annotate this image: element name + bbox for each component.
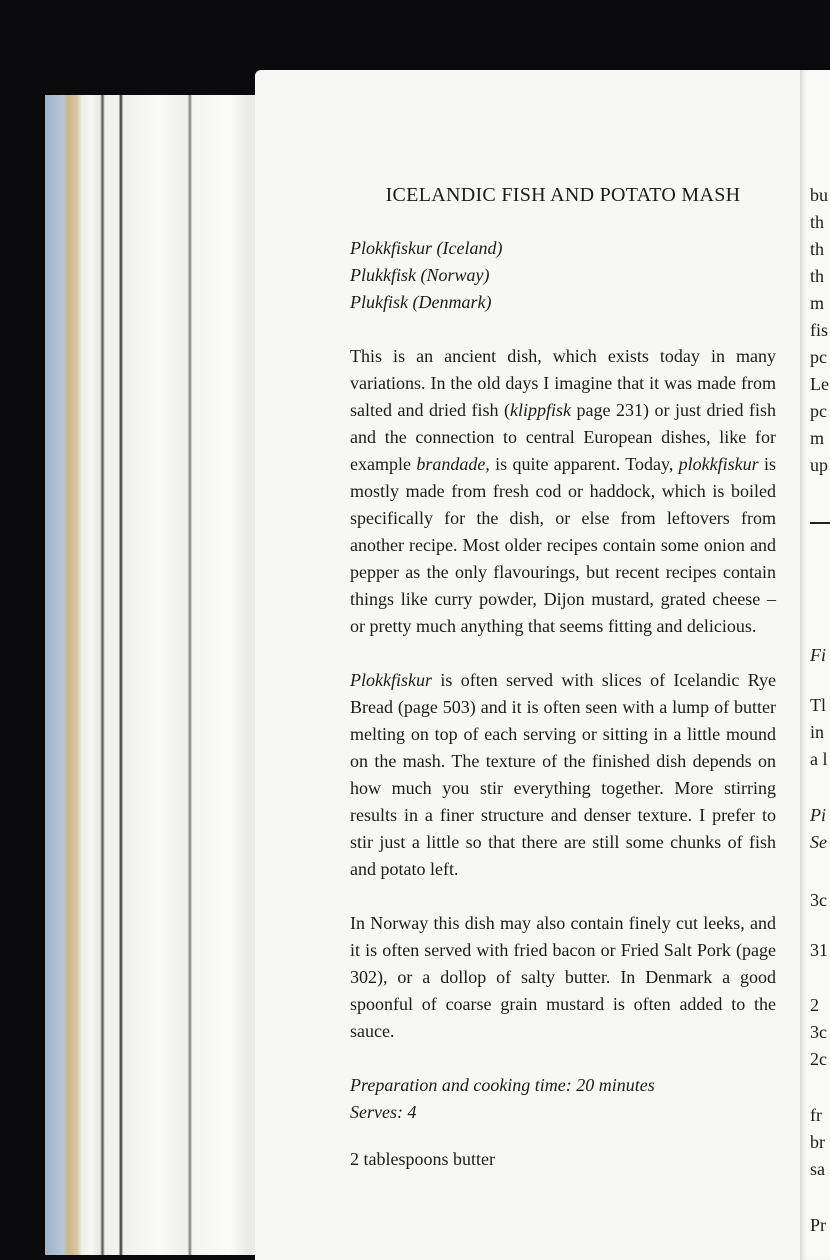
name-norway: Plukkfisk (Norway) [350,265,490,285]
intro-1-text-c: is quite apparent. Today, [489,454,679,474]
facing-page-fragment: m [810,428,825,448]
facing-page-fragment: 31 [810,940,828,960]
name-iceland: Plokkfiskur (Iceland) [350,238,503,258]
facing-page-fragment: br [810,1132,825,1152]
facing-page-fragment: Pr [810,1215,827,1235]
facing-page-fragment: Le [810,374,829,394]
facing-page-fragment: m [810,293,825,313]
intro-1-text-a: This is an ancient dish, which exists today in many variations. In the old days I imagine that it was made from salted and dried fish ( [350,346,776,420]
intro-1-text-d: is mostly made from fresh cod or haddock, which is boiled specifically for the dish, or else from leftovers from another recipe. Most older recipes contain some onion and pepper as the only flavourings, but recent recipes contain things like curry powder, Dijon mustard, grated cheese – or pretty much anything that seems fitting and delicious. [350,454,776,636]
intro-2-emphasis: Plokkfiskur [350,670,432,690]
serves: Serves: 4 [350,1102,417,1122]
facing-page-fragment: 2c [810,1049,827,1069]
facing-page-fragment: 3c [810,890,827,910]
recipe-column [350,182,776,1173]
recipe-meta [350,1072,776,1126]
prep-time: Preparation and cooking time: 20 minutes [350,1075,655,1095]
facing-page-fragment: up [810,455,828,475]
facing-page-fragment: th [810,266,825,286]
recipe-title: ICELANDIC FISH AND POTATO MASH [385,184,741,206]
facing-page-fragment: sa [810,1159,825,1179]
intro-paragraph-3: In Norway this dish may also contain finely cut leeks, and it is often served with fried bacon or Fried Salt Pork (page 302), or a dollop of salty butter. In Denmark a good spoonful of coarse grain mustard is often added to the sauce. [350,913,776,1041]
ingredient-item: 2 tablespoons butter [350,1149,495,1169]
intro-1-emphasis-b: brandade, [416,454,490,474]
facing-page-fragment: fis [810,320,828,340]
facing-page-fragment: fr [810,1105,822,1125]
facing-page-fragment: th [810,212,825,232]
recipe-alt-names [350,235,776,316]
name-denmark: Plukfisk (Denmark) [350,292,492,312]
facing-page-fragment: 3c [810,1022,827,1042]
facing-page-fragment: bu [810,185,828,205]
facing-page-fragment: th [810,239,825,259]
intro-1-emphasis-c: plokkfiskur [678,454,759,474]
intro-paragraph-1 [350,343,776,640]
facing-page-fragment: Fi [810,645,826,665]
intro-paragraph-2 [350,667,776,883]
facing-page-fragment: pc [810,401,827,421]
facing-page-rule [810,522,830,524]
facing-page [800,70,830,1260]
intro-2-text: is often served with slices of Icelandic Rye Bread (page 503) and it is often seen with a lump of butter melting on top of each serving or sitting in a little mound on the mash. The texture of the finished dish depends on how much you stir everything together. More stirring results in a finer structure and denser texture. I prefer to stir just a little so that there are still some chunks of fish and potato left. [350,670,776,879]
facing-page-fragment: pc [810,347,827,367]
facing-page-fragment: Se [810,832,827,852]
facing-page-fragment: Pi [810,805,826,825]
facing-page-fragment: 2 [810,995,819,1015]
facing-page-fragment: in [810,722,825,742]
facing-page-fragment: a l [810,749,828,769]
facing-page-fragment: Tl [810,695,826,715]
intro-1-emphasis-a: klippfisk [509,400,571,420]
intro-1-text-b: page 231) or just dried fish and the connection to central European dishes, like for example [350,400,776,474]
